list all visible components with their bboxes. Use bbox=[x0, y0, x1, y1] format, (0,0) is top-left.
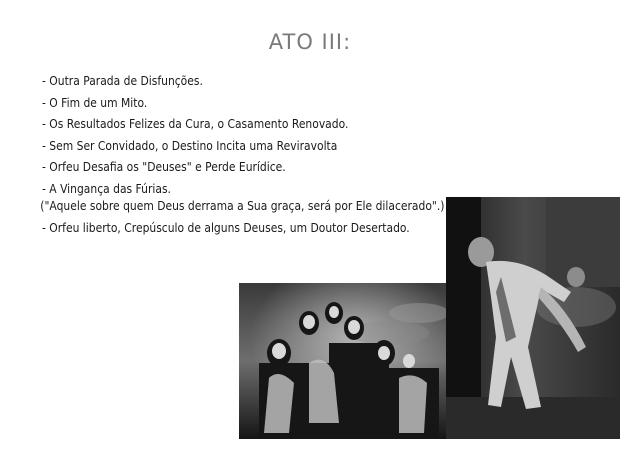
scene-list bbox=[42, 70, 444, 238]
act-title: ATO III: bbox=[268, 30, 352, 54]
scene-quote: ("Aquele sobre quem Deus derrama a Sua graça, será por Ele dilacerado".) bbox=[40, 198, 445, 213]
scene-item-7: - Orfeu liberto, Crepúsculo de alguns Deuses, um Doutor Desertado. bbox=[42, 219, 410, 235]
group-stage-photo bbox=[239, 283, 447, 439]
scene-item-3: - Os Resultados Felizes da Cura, o Casamento Renovado. bbox=[42, 116, 349, 131]
scene-item-4: - Sem Ser Convidado, o Destino Incita uma Reviravolta bbox=[42, 137, 338, 153]
scene-item-5: - Orfeu Desafia os "Deuses" e Perde Eurídice. bbox=[42, 159, 286, 174]
scene-item-1: - Outra Parada de Disfunções. bbox=[42, 73, 203, 88]
actor-stage-photo bbox=[446, 197, 620, 439]
scene-item-6: - A Vingança das Fúrias. bbox=[42, 180, 171, 196]
scene-item-2: - O Fim de um Mito. bbox=[42, 94, 148, 110]
